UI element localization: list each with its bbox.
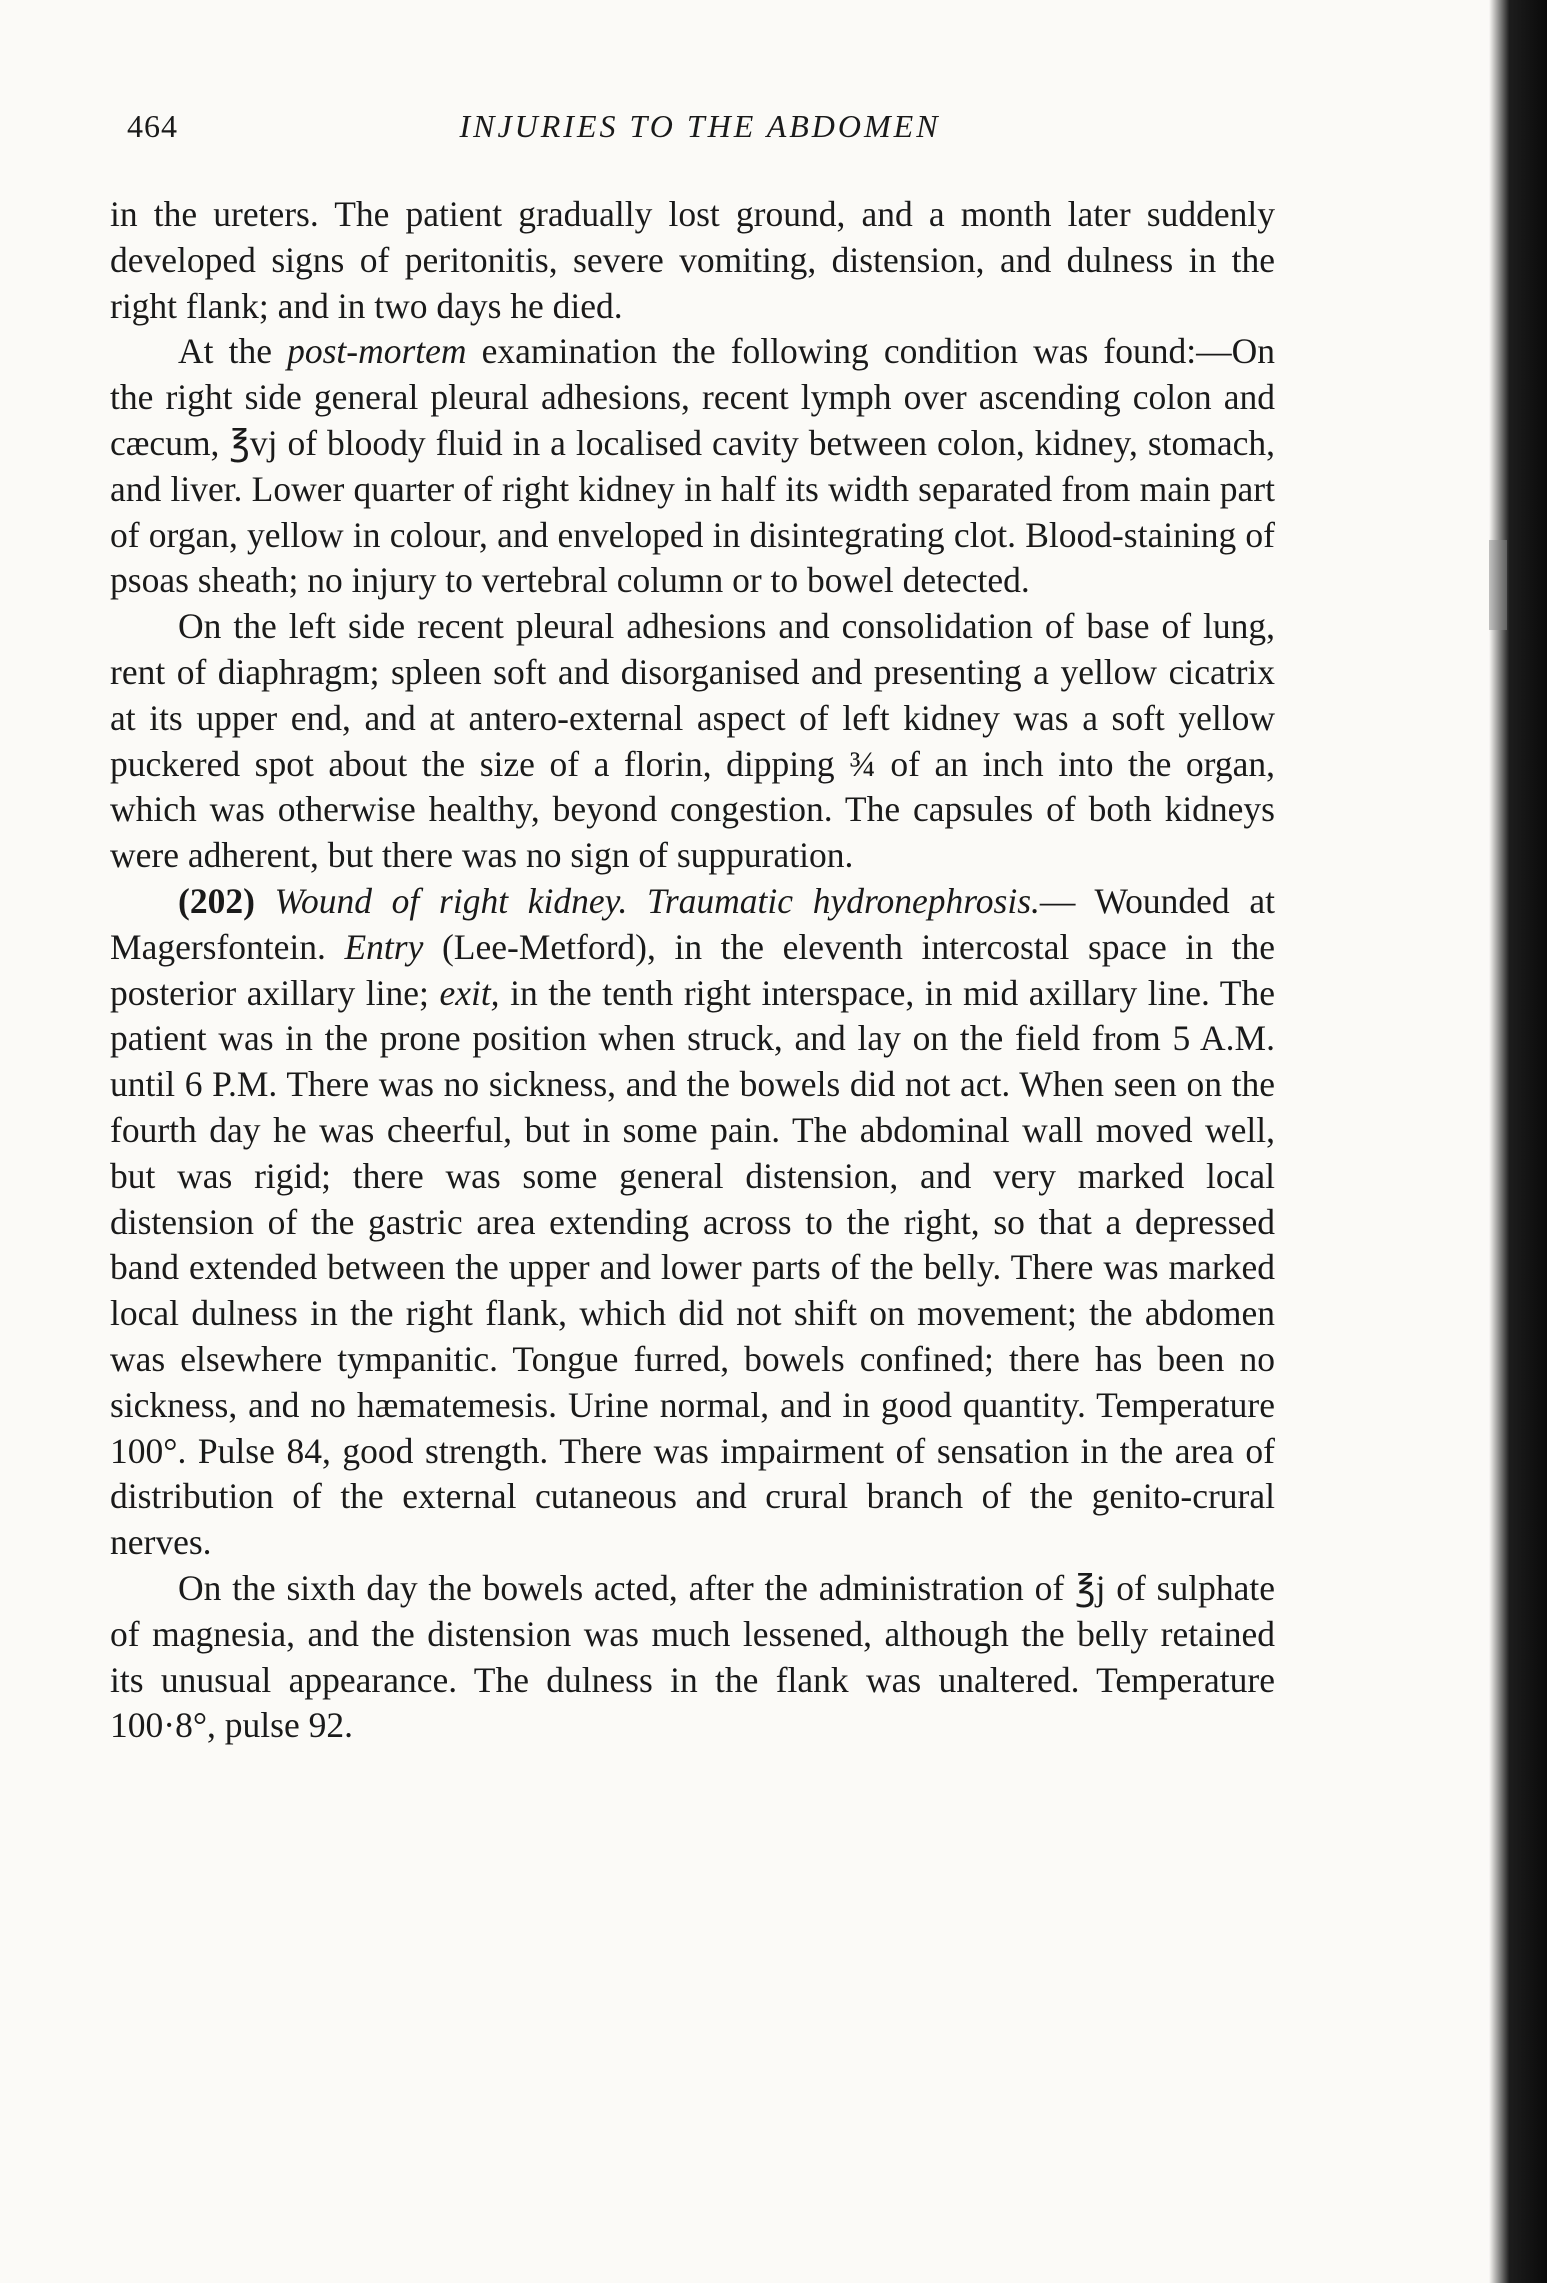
body-text	[110, 192, 1275, 1749]
paragraph-case-202: (202) Wound of right kidney. Traumatic hydronephrosis.— Wounded at Magersfontein. Entry (Lee-Metford), in the eleventh intercostal space in the posterior axillary line; exit, in the tenth right interspace, in mid axillary line. The patient was in the prone position when struck, and lay on the field from 5 A.M. until 6 P.M. There was no sickness, and the bowels did not act. When seen on the fourth day he was cheerful, but in some pain. The abdominal wall moved well, but was rigid; there was some general distension, and very marked local distension of the gastric area extending across to the right, so that a depressed band extended between the upper and lower parts of the belly. There was marked local dulness in the right flank, which did not shift on movement; the abdomen was elsewhere tympanitic. Tongue furred, bowels confined; there has been no sickness, and no hæmatemesis. Urine normal, and in good quantity. Temperature 100°. Pulse 84, good strength. There was impairment of sensation in the area of distribution of the external cutaneous and crural branch of the genito-crural nerves.	[110, 880, 1275, 1563]
italic-entry: Entry	[344, 926, 424, 967]
italic-exit: exit,	[439, 972, 500, 1013]
paragraph-left-side: On the left side recent pleural adhesions and consolidation of base of lung, rent of diaphragm; spleen soft and disorganised and presenting a yellow cicatrix at its upper end, and at antero-external aspect of left kidney was a soft yellow puckered spot about the size of a florin, dipping ¾ of an inch into the organ, which was otherwise healthy, beyond congestion. The capsules of both kidneys were adherent, but there was no sign of suppuration.	[110, 606, 1275, 876]
italic-post-mortem: post-mortem	[287, 331, 467, 372]
page-header	[125, 100, 1275, 150]
paragraph-post-mortem: At the post-mortem examination the following condition was found:—On the right side general pleural adhesions, recent lymph over ascending colon and cæcum, ℥vj of bloody fluid in a localised cavity between colon, kidney, stomach, and liver. Lower quarter of right kidney in half its width separated from main part of organ, yellow in colour, and enveloped in disintegrating clot. Blood-staining of psoas sheath; no injury to vertebral column or to bowel detected.	[110, 331, 1275, 601]
paragraph-continuation: in the ureters. The patient gradually lost ground, and a month later suddenly developed signs of peritonitis, severe vomiting, distension, and dulness in the right flank; and in two days he died.	[110, 194, 1275, 326]
page-edge-shadow	[1489, 0, 1547, 2283]
paragraph-sixth-day: On the sixth day the bowels acted, after the administration of ℥j of sulphate of magnesia, and the distension was much lessened, although the belly retained its unusual appearance. The dulness in the flank was unaltered. Temperature 100·8°, pulse 92.	[110, 1567, 1275, 1746]
case-number: (202)	[178, 880, 255, 921]
case-title: Wound of right kidney. Traumatic hydronephrosis.	[254, 880, 1040, 921]
running-head: INJURIES TO THE ABDOMEN	[459, 108, 941, 144]
page-number: 464	[127, 108, 178, 144]
